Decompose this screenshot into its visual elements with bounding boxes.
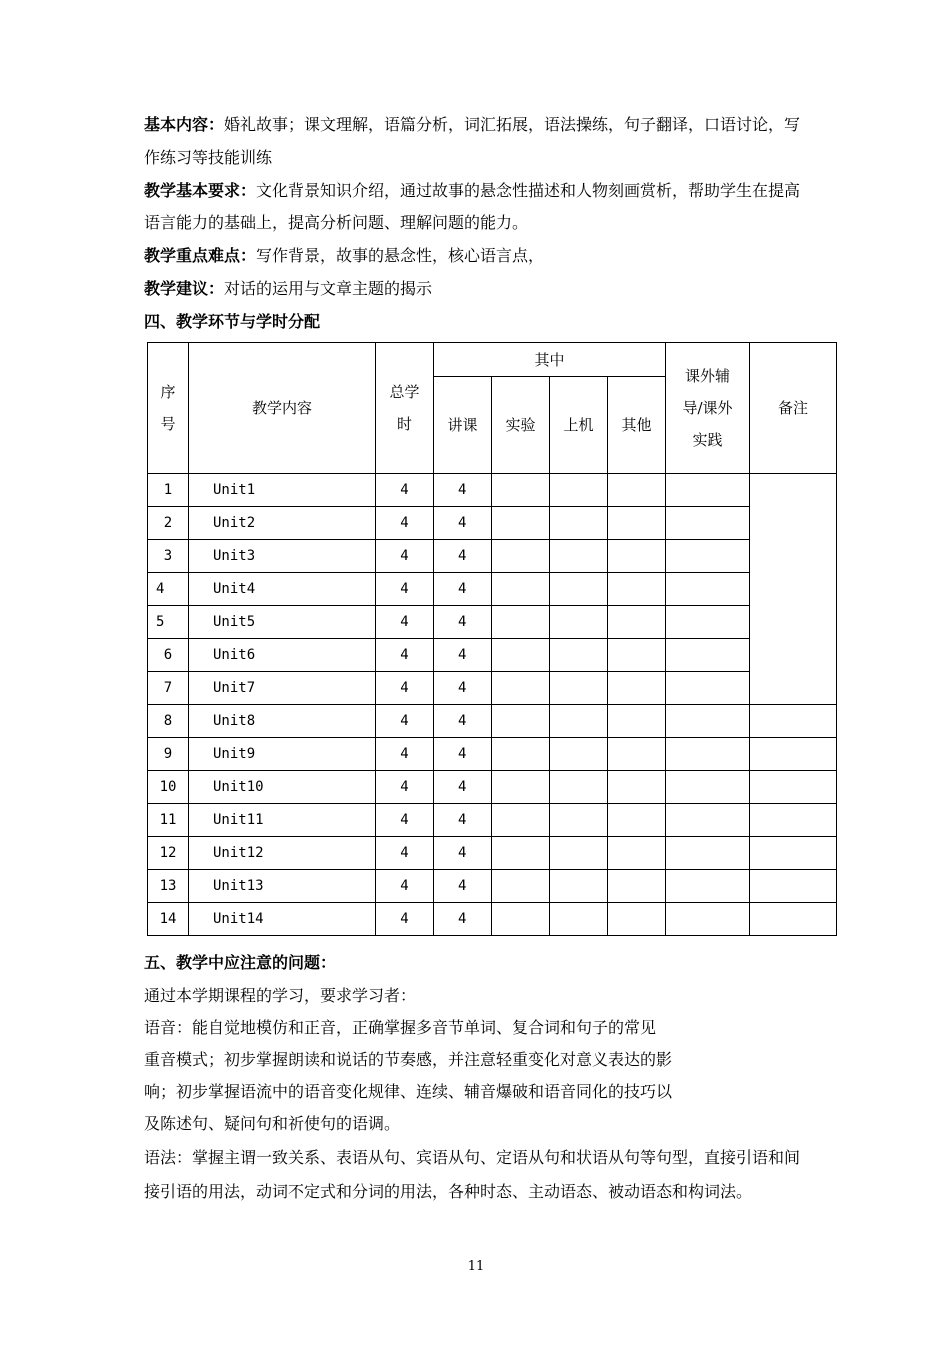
row-extra <box>666 804 750 837</box>
row-lecture: 4 <box>434 738 492 771</box>
header-index: 序号 <box>148 343 189 474</box>
row-index: 3 <box>148 540 189 573</box>
row-computer <box>550 507 608 540</box>
row-unit: Unit11 <box>189 804 376 837</box>
row-lecture: 4 <box>434 672 492 705</box>
row-unit: Unit2 <box>189 507 376 540</box>
row-index: 9 <box>148 738 189 771</box>
row-other <box>608 738 666 771</box>
row-other <box>608 705 666 738</box>
row-note <box>750 870 837 903</box>
row-other <box>608 573 666 606</box>
row-extra <box>666 870 750 903</box>
grammar-line2: 接引语的用法，动词不定式和分词的用法，各种时态、主动语态、被动语态和构词法。 <box>144 1182 753 1201</box>
row-index: 4 <box>148 573 189 606</box>
section5-title: 五、教学中应注意的问题： <box>144 953 337 972</box>
row-total-hours: 4 <box>376 837 434 870</box>
table-row <box>148 672 837 705</box>
row-lecture: 4 <box>434 837 492 870</box>
row-index: 10 <box>148 771 189 804</box>
row-other <box>608 903 666 936</box>
table-row <box>148 705 837 738</box>
row-lecture: 4 <box>434 474 492 507</box>
row-other <box>608 474 666 507</box>
row-total-hours: 4 <box>376 738 434 771</box>
row-note <box>750 903 837 936</box>
row-experiment <box>492 540 550 573</box>
row-other <box>608 771 666 804</box>
header-total-hours: 总学时 <box>376 343 434 474</box>
row-other <box>608 837 666 870</box>
row-extra <box>666 903 750 936</box>
row-computer <box>550 771 608 804</box>
row-extra <box>666 672 750 705</box>
row-computer <box>550 573 608 606</box>
suggestion-text: 对话的运用与文章主题的揭示 <box>224 279 433 298</box>
table-row <box>148 606 837 639</box>
header-of-which: 其中 <box>434 343 666 377</box>
header-note: 备注 <box>750 343 837 474</box>
row-unit: Unit10 <box>189 771 376 804</box>
row-lecture: 4 <box>434 771 492 804</box>
row-experiment <box>492 507 550 540</box>
row-computer <box>550 672 608 705</box>
row-note <box>750 771 837 804</box>
row-experiment <box>492 804 550 837</box>
header-lecture: 讲课 <box>434 377 492 474</box>
section4-title: 四、教学环节与学时分配 <box>144 312 321 331</box>
row-index: 6 <box>148 639 189 672</box>
row-experiment <box>492 738 550 771</box>
row-computer <box>550 540 608 573</box>
table-row <box>148 903 837 936</box>
row-total-hours: 4 <box>376 573 434 606</box>
row-experiment <box>492 870 550 903</box>
row-total-hours: 4 <box>376 804 434 837</box>
pronunciation-line2: 重音模式；初步掌握朗读和说话的节奏感，并注意轻重变化对意义表达的影 <box>144 1050 673 1069</box>
row-experiment <box>492 837 550 870</box>
row-experiment <box>492 606 550 639</box>
row-lecture: 4 <box>434 870 492 903</box>
header-experiment: 实验 <box>492 377 550 474</box>
table-row <box>148 474 837 507</box>
row-other <box>608 870 666 903</box>
row-other <box>608 804 666 837</box>
keypoints-line <box>144 246 544 266</box>
row-total-hours: 4 <box>376 903 434 936</box>
row-extra <box>666 474 750 507</box>
row-index: 7 <box>148 672 189 705</box>
row-extra <box>666 738 750 771</box>
row-lecture: 4 <box>434 804 492 837</box>
table-row <box>148 540 837 573</box>
row-unit: Unit14 <box>189 903 376 936</box>
row-lecture: 4 <box>434 705 492 738</box>
keypoints-text: 写作背景，故事的悬念性，核心语言点， <box>256 246 545 265</box>
row-unit: Unit9 <box>189 738 376 771</box>
requirement-line1 <box>144 181 800 201</box>
row-note <box>750 837 837 870</box>
row-extra <box>666 771 750 804</box>
row-lecture: 4 <box>434 903 492 936</box>
row-unit: Unit5 <box>189 606 376 639</box>
row-total-hours: 4 <box>376 474 434 507</box>
pronunciation-line3: 响；初步掌握语流中的语音变化规律、连续、辅音爆破和语音同化的技巧以 <box>144 1082 673 1101</box>
basic-content-label: 基本内容： <box>144 115 225 134</box>
row-note <box>750 804 837 837</box>
row-index: 12 <box>148 837 189 870</box>
row-computer <box>550 705 608 738</box>
row-lecture: 4 <box>434 540 492 573</box>
keypoints-label: 教学重点难点： <box>144 246 257 265</box>
row-index: 1 <box>148 474 189 507</box>
row-extra <box>666 837 750 870</box>
row-total-hours: 4 <box>376 771 434 804</box>
row-experiment <box>492 639 550 672</box>
table-body <box>148 474 837 936</box>
row-unit: Unit6 <box>189 639 376 672</box>
table-row <box>148 738 837 771</box>
table-row <box>148 870 837 903</box>
pronunciation-line1: 语音：能自觉地模仿和正音，正确掌握多音节单词、复合词和句子的常见 <box>144 1018 657 1037</box>
row-experiment <box>492 903 550 936</box>
basic-content-text: 婚礼故事；课文理解，语篇分析，词汇拓展，语法操练，句子翻译，口语讨论，写 <box>224 115 801 134</box>
row-computer <box>550 474 608 507</box>
row-unit: Unit3 <box>189 540 376 573</box>
row-unit: Unit12 <box>189 837 376 870</box>
row-other <box>608 507 666 540</box>
row-lecture: 4 <box>434 639 492 672</box>
row-unit: Unit4 <box>189 573 376 606</box>
row-extra <box>666 606 750 639</box>
header-content: 教学内容 <box>189 343 376 474</box>
table-row <box>148 804 837 837</box>
row-computer <box>550 639 608 672</box>
header-computer: 上机 <box>550 377 608 474</box>
row-unit: Unit8 <box>189 705 376 738</box>
row-extra <box>666 540 750 573</box>
row-index: 11 <box>148 804 189 837</box>
header-extra: 课外辅导/课外实践 <box>666 343 750 474</box>
table-row <box>148 507 837 540</box>
row-extra <box>666 705 750 738</box>
row-total-hours: 4 <box>376 540 434 573</box>
row-index: 13 <box>148 870 189 903</box>
basic-content-line2: 作练习等技能训练 <box>144 148 273 167</box>
header-other: 其他 <box>608 377 666 474</box>
row-total-hours: 4 <box>376 870 434 903</box>
row-computer <box>550 870 608 903</box>
row-note <box>750 705 837 738</box>
suggestion-label: 教学建议： <box>144 279 225 298</box>
row-total-hours: 4 <box>376 672 434 705</box>
row-unit: Unit1 <box>189 474 376 507</box>
table-row <box>148 573 837 606</box>
row-computer <box>550 606 608 639</box>
row-total-hours: 4 <box>376 705 434 738</box>
suggestion-line <box>144 279 432 299</box>
row-extra <box>666 639 750 672</box>
row-computer <box>550 738 608 771</box>
row-experiment <box>492 474 550 507</box>
row-lecture: 4 <box>434 573 492 606</box>
schedule-table <box>147 342 837 936</box>
row-extra <box>666 573 750 606</box>
row-note-merged <box>750 474 837 705</box>
row-other <box>608 540 666 573</box>
row-experiment <box>492 705 550 738</box>
requirement-text: 文化背景知识介绍，通过故事的悬念性描述和人物刻画赏析，帮助学生在提高 <box>256 181 801 200</box>
row-experiment <box>492 771 550 804</box>
row-computer <box>550 903 608 936</box>
row-computer <box>550 837 608 870</box>
grammar-line1: 语法：掌握主谓一致关系、表语从句、宾语从句、定语从句和状语从句等句型，直接引语和间 <box>144 1148 801 1167</box>
table-row <box>148 837 837 870</box>
row-total-hours: 4 <box>376 507 434 540</box>
row-index: 8 <box>148 705 189 738</box>
row-lecture: 4 <box>434 507 492 540</box>
row-total-hours: 4 <box>376 639 434 672</box>
row-index: 14 <box>148 903 189 936</box>
table-row <box>148 639 837 672</box>
row-other <box>608 672 666 705</box>
requirement-label: 教学基本要求： <box>144 181 257 200</box>
row-other <box>608 606 666 639</box>
pronunciation-line4: 及陈述句、疑问句和祈使句的语调。 <box>144 1114 401 1133</box>
row-total-hours: 4 <box>376 606 434 639</box>
row-lecture: 4 <box>434 606 492 639</box>
page-number: 11 <box>467 1259 485 1274</box>
row-computer <box>550 804 608 837</box>
requirement-line2: 语言能力的基础上，提高分析问题、理解问题的能力。 <box>144 213 529 232</box>
row-index: 2 <box>148 507 189 540</box>
table-row <box>148 771 837 804</box>
row-other <box>608 639 666 672</box>
row-unit: Unit7 <box>189 672 376 705</box>
row-experiment <box>492 672 550 705</box>
row-extra <box>666 507 750 540</box>
row-experiment <box>492 573 550 606</box>
row-index: 5 <box>148 606 189 639</box>
row-note <box>750 738 837 771</box>
section5-intro: 通过本学期课程的学习，要求学习者： <box>144 986 417 1005</box>
basic-content-line1 <box>144 115 800 135</box>
row-unit: Unit13 <box>189 870 376 903</box>
